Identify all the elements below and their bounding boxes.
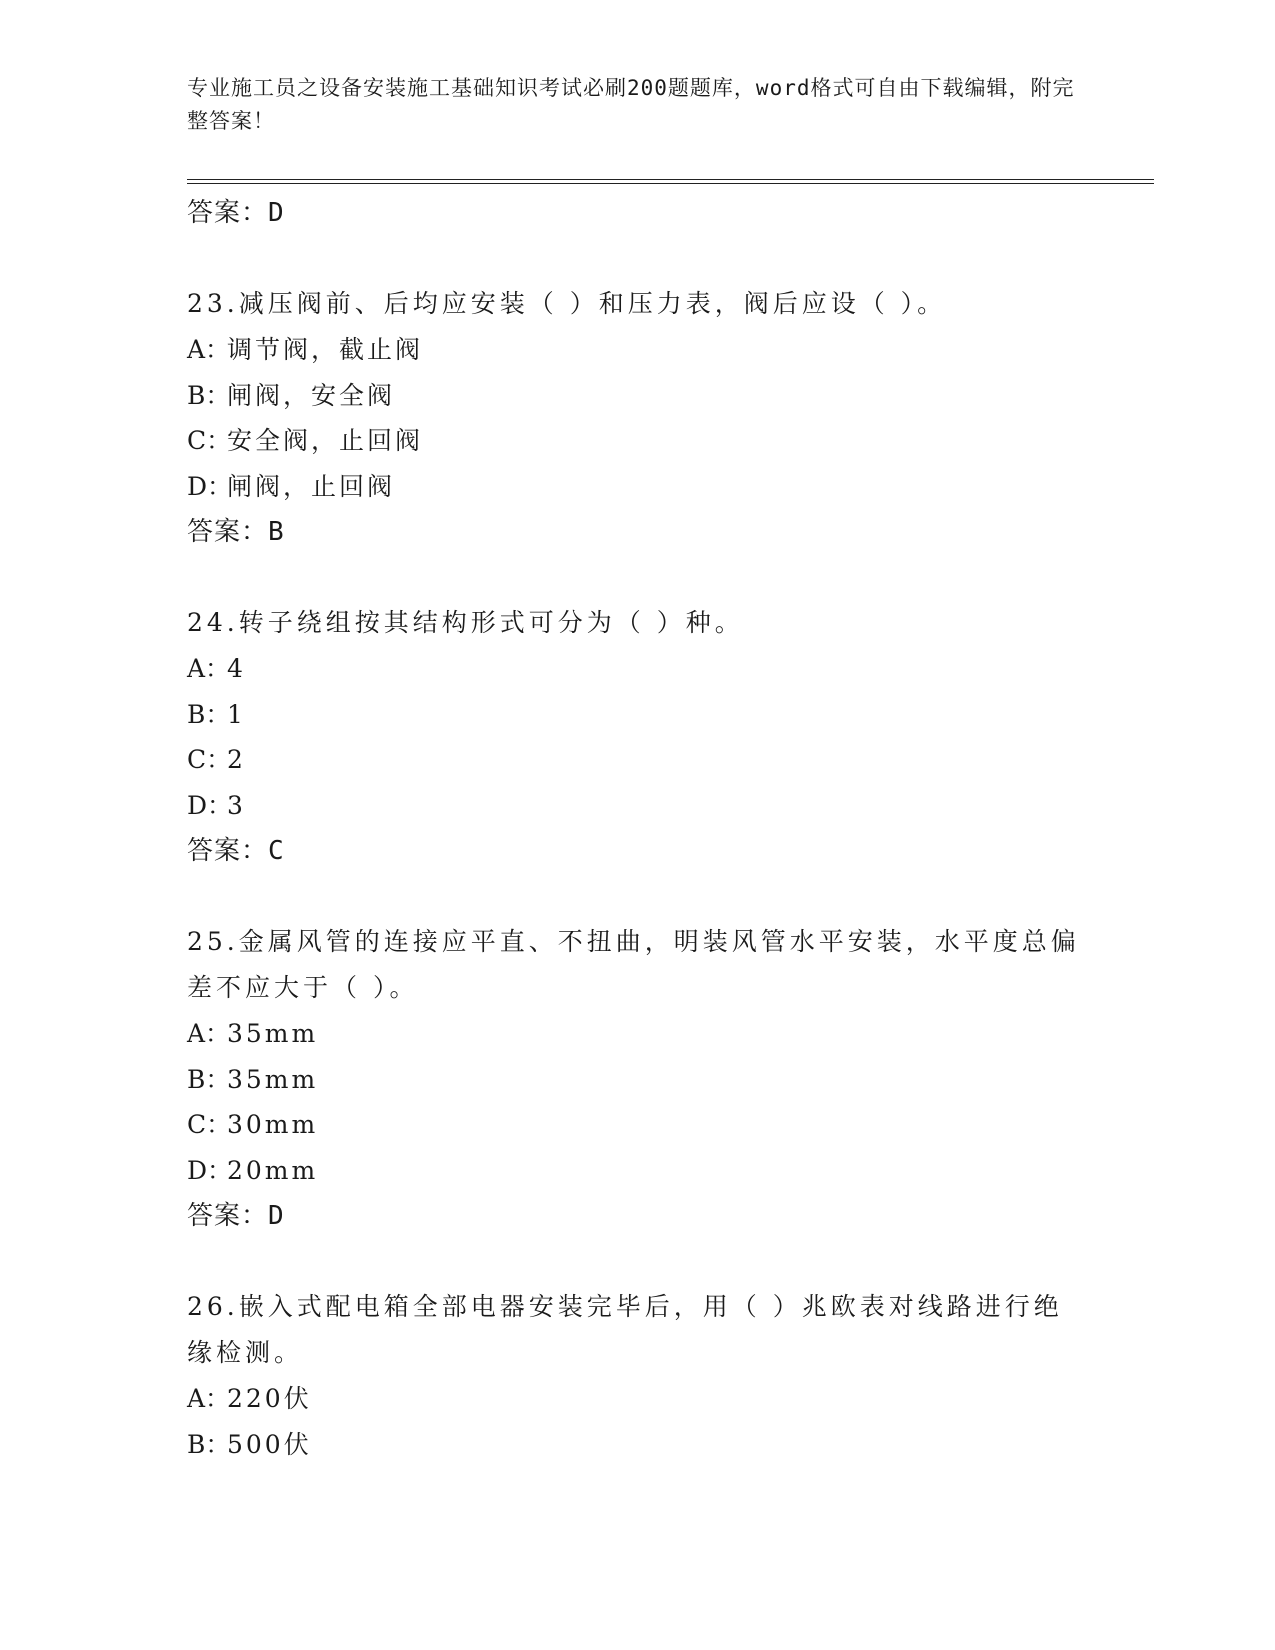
option-a bbox=[187, 327, 1087, 373]
option-letter: C： bbox=[187, 1110, 232, 1139]
question-stem: 23.减压阀前、后均应安装（ ）和压力表，阀后应设（ ）。 bbox=[187, 289, 947, 318]
header-divider-bottom bbox=[187, 183, 1154, 184]
header-divider-top bbox=[187, 179, 1154, 180]
option-text: 220伏 bbox=[227, 1384, 312, 1413]
question-26 bbox=[187, 1284, 1087, 1467]
document-body bbox=[187, 190, 1087, 1467]
option-letter: B： bbox=[187, 1429, 231, 1459]
option-text: 1 bbox=[227, 699, 246, 729]
option-text: 500伏 bbox=[227, 1429, 312, 1459]
option-b bbox=[187, 373, 1087, 419]
option-letter: B： bbox=[187, 699, 231, 729]
option-text: 闸阀，止回阀 bbox=[227, 471, 396, 501]
option-letter: C： bbox=[187, 426, 232, 455]
question-24 bbox=[187, 600, 1087, 874]
option-a bbox=[187, 646, 1087, 692]
option-letter: D： bbox=[187, 790, 233, 820]
answer-line: 答案：D bbox=[187, 1201, 285, 1231]
option-c bbox=[187, 1102, 1087, 1148]
option-c bbox=[187, 418, 1087, 464]
option-letter: A： bbox=[187, 335, 231, 364]
option-letter: D： bbox=[187, 1155, 233, 1185]
question-25 bbox=[187, 919, 1087, 1239]
option-letter: A： bbox=[187, 654, 231, 683]
answer-line: 答案：C bbox=[187, 836, 285, 866]
option-text: 35mm bbox=[227, 1064, 319, 1094]
option-letter: B： bbox=[187, 1064, 231, 1094]
document-header: 专业施工员之设备安装施工基础知识考试必刷200题题库，word格式可自由下载编辑，附完整答案！ bbox=[187, 76, 1075, 133]
question-stem: 24.转子绕组按其结构形式可分为（ ）种。 bbox=[187, 608, 744, 637]
option-text: 调节阀，截止阀 bbox=[227, 335, 424, 364]
option-letter: B： bbox=[187, 380, 231, 410]
option-letter: D： bbox=[187, 471, 233, 501]
option-text: 35mm bbox=[227, 1019, 319, 1048]
option-a bbox=[187, 1376, 1087, 1422]
option-text: 20mm bbox=[227, 1155, 319, 1185]
answer-line: 答案：D bbox=[187, 198, 285, 228]
option-b bbox=[187, 1057, 1087, 1103]
option-c bbox=[187, 737, 1087, 783]
option-d bbox=[187, 783, 1087, 829]
option-text: 3 bbox=[227, 790, 246, 820]
question-stem: 26.嵌入式配电箱全部电器安装完毕后，用（ ）兆欧表对线路进行绝缘检测。 bbox=[187, 1292, 1063, 1367]
option-letter: A： bbox=[187, 1384, 231, 1413]
option-text: 闸阀，安全阀 bbox=[227, 380, 396, 410]
option-text: 4 bbox=[227, 654, 246, 683]
option-letter: A： bbox=[187, 1019, 231, 1048]
option-b bbox=[187, 692, 1087, 738]
option-d bbox=[187, 1148, 1087, 1194]
option-letter: C： bbox=[187, 745, 232, 774]
option-b bbox=[187, 1422, 1087, 1468]
question-stem: 25.金属风管的连接应平直、不扭曲，明装风管水平安装，水平度总偏差不应大于（ ）。 bbox=[187, 927, 1080, 1002]
question-23 bbox=[187, 281, 1087, 555]
option-text: 2 bbox=[227, 745, 246, 774]
answer-line: 答案：B bbox=[187, 517, 285, 547]
option-a bbox=[187, 1011, 1087, 1057]
option-d bbox=[187, 464, 1087, 510]
option-text: 30mm bbox=[227, 1110, 319, 1139]
option-text: 安全阀，止回阀 bbox=[227, 426, 424, 455]
